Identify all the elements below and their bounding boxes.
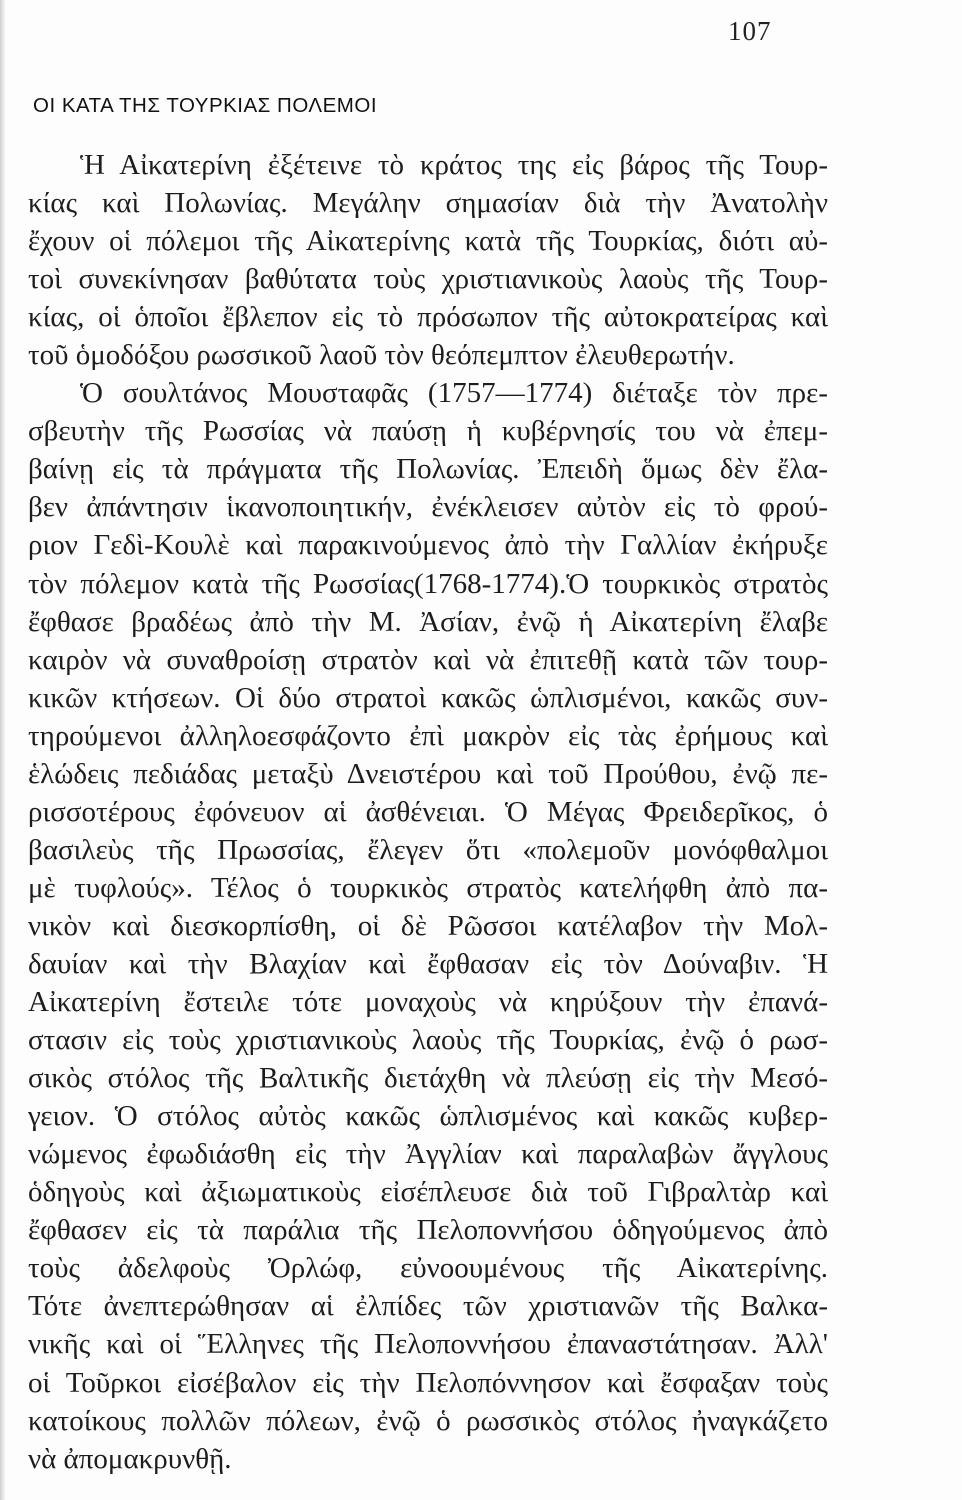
text-line: ἔφθασεν εἰς τὰ παράλια τῆς Πελοποννήσου ὁδηγούμενος ἀπὸ bbox=[28, 1214, 828, 1247]
text-line: κατοίκους πολλῶν πόλεων, ἐνῷ ὁ ρωσσικὸς στόλος ἠναγκάζετο bbox=[28, 1404, 828, 1437]
text-line: τὸν πόλεμον κατὰ τῆς Ρωσσίας(1768-1774).Ὁ τουρκικὸς στρατὸς bbox=[28, 567, 828, 600]
page-number: 107 bbox=[728, 16, 772, 46]
text-line: ὁδηγοὺς καὶ ἀξιωματικοὺς εἰσέπλευσε διὰ τοῦ Γιβραλτὰρ καὶ bbox=[28, 1176, 828, 1209]
text-line: γειον. Ὁ στόλος αὐτὸς κακῶς ὡπλισμένος καὶ κακῶς κυβερ- bbox=[28, 1100, 828, 1133]
text-line: Ἡ Αἰκατερίνη ἐξέτεινε τὸ κράτος της εἰς βάρος τῆς Τουρ- bbox=[80, 149, 828, 181]
body-text bbox=[28, 146, 828, 1478]
page-edge-shadow bbox=[0, 0, 6, 1500]
text-line: βεν ἀπάντησιν ἱκανοποιητικήν, ἐνέκλεισεν αὐτὸν εἰς τὸ φρού- bbox=[28, 491, 828, 524]
text-line: βαίνῃ εἰς τὰ πράγματα τῆς Πολωνίας. Ἐπειδὴ ὅμως δὲν ἔλα- bbox=[28, 453, 828, 486]
text-line: μὲ τυφλούς». Τέλος ὁ τουρκικὸς στρατὸς κατελήφθη ἀπὸ πα- bbox=[28, 871, 828, 904]
text-line: Ὁ σουλτάνος Μουσταφᾶς (1757—1774) διέταξε τὸν πρε- bbox=[80, 377, 828, 410]
text-line: κίας, οἱ ὁποῖοι ἔβλεπον εἰς τὸ πρόσωπον τῆς αὐτοκρατείρας καὶ bbox=[28, 301, 828, 334]
text-line: τοὶ συνεκίνησαν βαθύτατα τοὺς χριστιανικοὺς λαοὺς τῆς Τουρ- bbox=[28, 263, 828, 296]
text-line: ριον Γεδὶ-Κουλὲ καὶ παρακινούμενος ἀπὸ τὴν Γαλλίαν ἐκήρυξε bbox=[28, 529, 828, 562]
text-line: δαυίαν καὶ τὴν Βλαχίαν καὶ ἔφθασαν εἰς τὸν Δούναβιν. Ἡ bbox=[28, 947, 828, 980]
text-line: Αἰκατερίνη ἔστειλε τότε μοναχοὺς νὰ κηρύξουν τὴν ἐπανά- bbox=[28, 986, 828, 1019]
text-line: καιρὸν νὰ συναθροίσῃ στρατὸν καὶ νὰ ἐπιτεθῇ κατὰ τῶν τουρ- bbox=[28, 643, 828, 676]
text-line: οἱ Τοῦρκοι εἰσέβαλον εἰς τὴν Πελοπόννησον καὶ ἔσφαξαν τοὺς bbox=[28, 1366, 828, 1399]
text-line: κίας καὶ Πολωνίας. Μεγάλην σημασίαν διὰ τὴν Ἀνατολὴν bbox=[28, 187, 828, 220]
text-line: ἔχουν οἱ πόλεμοι τῆς Αἰκατερίνης κατὰ τῆς Τουρκίας, διότι αὐ- bbox=[28, 225, 828, 258]
text-line: τοὺς ἀδελφοὺς Ὀρλώφ, εὐνοουμένους τῆς Αἰκατερίνης. bbox=[28, 1252, 828, 1285]
section-title: ΟΙ ΚΑΤΑ ΤΗΣ ΤΟΥΡΚΙΑΣ ΠΟΛΕΜΟΙ bbox=[33, 94, 378, 117]
text-line: τηρούμενοι ἀλληλοεσφάζοντο ἐπὶ μακρὸν εἰς τὰς ἐρήμους καὶ bbox=[28, 719, 828, 752]
text-line: βασιλεὺς τῆς Πρωσσίας, ἔλεγεν ὅτι «πολεμοῦν μονόφθαλμοι bbox=[28, 833, 828, 866]
text-line: τοῦ ὁμοδόξου ρωσσικοῦ λαοῦ τὸν θεόπεμπτον ἐλευθερωτήν. bbox=[28, 339, 735, 372]
text-line: ἑλώδεις πεδιάδας μεταξὺ Δνειστέρου καὶ τοῦ Προύθου, ἐνῷ πε- bbox=[28, 757, 828, 790]
text-line: κικῶν κτήσεων. Οἱ δύο στρατοὶ κακῶς ὡπλισμένοι, κακῶς συν- bbox=[28, 681, 828, 714]
text-line: νικῆς καὶ οἱ Ἕλληνες τῆς Πελοποννήσου ἐπαναστάτησαν. Ἀλλ' bbox=[28, 1328, 828, 1361]
text-line: νὰ ἀπομακρυνθῇ. bbox=[28, 1442, 232, 1475]
text-line: ἔφθασε βραδέως ἀπὸ τὴν Μ. Ἀσίαν, ἐνῷ ἡ Αἰκατερίνη ἔλαβε bbox=[28, 605, 828, 638]
text-line: στασιν εἰς τοὺς χριστιανικοὺς λαοὺς τῆς Τουρκίας, ἐνῷ ὁ ρωσ- bbox=[28, 1024, 828, 1057]
text-line: Τότε ἀνεπτερώθησαν αἱ ἐλπίδες τῶν χριστιανῶν τῆς Βαλκα- bbox=[28, 1290, 828, 1323]
text-line: νώμενος ἐφωδιάσθη εἰς τὴν Ἀγγλίαν καὶ παραλαβὼν ἄγγλους bbox=[28, 1138, 828, 1171]
text-line: ρισσοτέρους ἐφόνευον αἱ ἀσθένειαι. Ὁ Μέγας Φρειδερῖκος, ὁ bbox=[28, 795, 828, 828]
text-line: νικὸν καὶ διεσκορπίσθη, οἱ δὲ Ρῶσσοι κατέλαβον τὴν Μολ- bbox=[28, 909, 828, 942]
text-line: σικὸς στόλος τῆς Βαλτικῆς διετάχθη νὰ πλεύσῃ εἰς τὴν Μεσό- bbox=[28, 1062, 828, 1095]
text-line: σβευτὴν τῆς Ρωσσίας νὰ παύσῃ ἡ κυβέρνησίς του νὰ ἐπεμ- bbox=[28, 415, 828, 448]
